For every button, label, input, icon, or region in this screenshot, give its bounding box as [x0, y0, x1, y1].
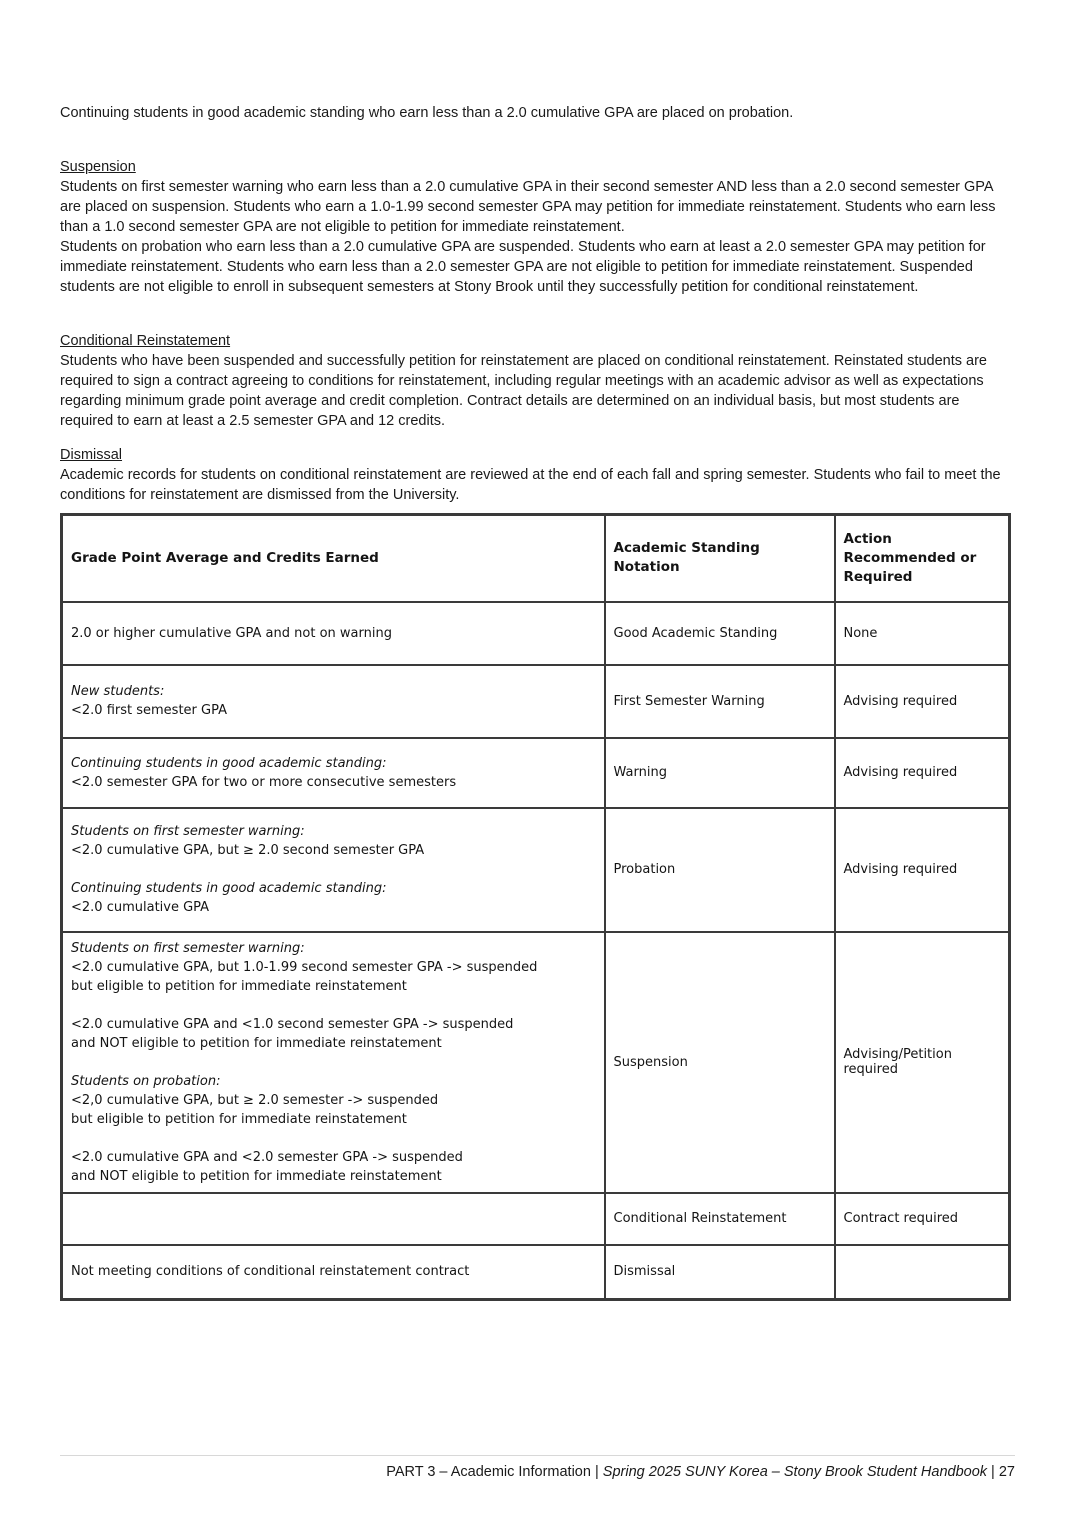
cell-line: Students on probation: [71, 1073, 221, 1089]
gpa-credits-cell [62, 1193, 605, 1245]
footer-separator: | [991, 1464, 995, 1480]
cell-line: Not meeting conditions of conditional reinstatement contract [71, 1264, 470, 1280]
cell-line: <2.0 cumulative GPA and <1.0 second semester GPA -> suspended [71, 1016, 514, 1032]
cell-line [71, 996, 596, 1015]
table-row [62, 1193, 1010, 1245]
footer-divider [60, 1455, 1015, 1456]
gpa-credits-cell [62, 1245, 605, 1300]
cell-line: <2.0 cumulative GPA, but ≥ 2.0 second semester GPA [71, 843, 425, 858]
cell-line [71, 1053, 596, 1072]
standing-notation-cell: Suspension [605, 932, 835, 1193]
action-cell: Advising/Petition required [835, 932, 1010, 1193]
section-heading-suspension: Suspension [60, 159, 136, 175]
cell-line: but eligible to petition for immediate reinstatement [71, 1111, 407, 1127]
gpa-credits-cell [62, 932, 605, 1193]
table-row [62, 1245, 1010, 1300]
standing-notation-cell: First Semester Warning [605, 665, 835, 738]
standing-notation-cell: Dismissal [605, 1245, 835, 1300]
table-row [62, 932, 1010, 1193]
section-heading-conditional-reinstatement: Conditional Reinstatement [60, 333, 231, 349]
gpa-credits-cell [62, 738, 605, 808]
cell-line: and NOT eligible to petition for immediate reinstatement [71, 1035, 442, 1051]
cell-line [71, 860, 596, 879]
cell-line: but eligible to petition for immediate reinstatement [71, 978, 407, 994]
paragraph: Students on probation who earn less than a 2.0 cumulative GPA are suspended. Students who earn at least a 2.0 semester GPA may petition for immediate reinstatement. Students who earn less than a 2.0 semester GPA are not eligible to petition for immediate reinstatement. Suspended students are not eligible to enroll in subsequent semesters at Stony Brook until they successfully petition for conditional reinstatement. [60, 239, 986, 295]
cell-line [71, 1129, 596, 1148]
table-row [62, 665, 1010, 738]
paragraph: Students on first semester warning who earn less than a 2.0 cumulative GPA in their second semester AND less than a 2.0 second semester GPA are placed on suspension. Students who earn a 1.0-1.99 second semester GPA may petition for immediate reinstatement. Students who earn less than a 1.0 second semester GPA are not eligible to petition for immediate reinstatement. [60, 179, 996, 235]
section-suspension [60, 157, 1016, 297]
table-row [62, 738, 1010, 808]
cell-line: <2.0 cumulative GPA [71, 900, 210, 915]
cell-line: Students on first semester warning: [71, 940, 305, 956]
action-cell: Advising required [835, 665, 1010, 738]
cell-line: Continuing students in good academic standing: [71, 755, 387, 771]
paragraph: Students who have been suspended and successfully petition for reinstatement are placed on conditional reinstatement. Reinstated students are required to sign a contract agreeing to conditions for reinstatement, including regular meetings with an academic advisor as well as expectations regarding minimum grade point average and credit completion. Contract details are determined on an individual basis, but most students are required to earn at least a 2.5 semester GPA and 12 credits. [60, 353, 987, 429]
action-cell: None [835, 602, 1010, 665]
header-action: Action Recommended or Required [835, 515, 1010, 602]
section-heading-dismissal: Dismissal [60, 447, 123, 463]
action-cell: Advising required [835, 738, 1010, 808]
cell-line: and NOT eligible to petition for immediate reinstatement [71, 1168, 442, 1184]
header-gpa-credits: Grade Point Average and Credits Earned [62, 515, 605, 602]
cell-line: Continuing students in good academic standing: [71, 881, 387, 896]
intro-paragraph: Continuing students in good academic standing who earn less than a 2.0 cumulative GPA are placed on probation. [60, 105, 794, 121]
action-cell [835, 1245, 1010, 1300]
header-standing-notation: Academic Standing Notation [605, 515, 835, 602]
page-footer [386, 1462, 1015, 1482]
paragraph: Academic records for students on conditional reinstatement are reviewed at the end of each fall and spring semester. Students who fail to meet the conditions for reinstatement are dismissed from the University. [60, 467, 1001, 503]
cell-line: New students: [71, 684, 165, 699]
section-dismissal [60, 445, 1016, 505]
footer-part-label: PART 3 – Academic Information [386, 1464, 591, 1480]
footer-handbook-label: Spring 2025 SUNY Korea – Stony Brook Student Handbook [602, 1464, 988, 1480]
footer-page-number: 27 [998, 1464, 1015, 1480]
standing-notation-cell: Warning [605, 738, 835, 808]
table-row [62, 602, 1010, 665]
cell-line: 2.0 or higher cumulative GPA and not on warning [71, 625, 392, 641]
gpa-credits-cell [62, 602, 605, 665]
academic-standing-table [60, 513, 1011, 1301]
cell-line: <2.0 cumulative GPA and <2.0 semester GPA -> suspended [71, 1149, 463, 1165]
cell-line: <2,0 cumulative GPA, but ≥ 2.0 semester -> suspended [71, 1092, 439, 1108]
cell-line: <2.0 cumulative GPA, but 1.0-1.99 second semester GPA -> suspended [71, 959, 538, 975]
action-cell: Contract required [835, 1193, 1010, 1245]
cell-line: <2.0 semester GPA for two or more consecutive semesters [71, 774, 457, 790]
cell-line: Students on first semester warning: [71, 824, 305, 839]
table-body [62, 602, 1010, 1300]
gpa-credits-cell [62, 665, 605, 738]
footer-separator: | [594, 1464, 599, 1480]
section-conditional-reinstatement [60, 331, 1016, 431]
page-content [60, 103, 1016, 1301]
gpa-credits-cell [62, 808, 605, 932]
table-row [62, 808, 1010, 932]
table-header-row [62, 515, 1010, 602]
standing-notation-cell: Conditional Reinstatement [605, 1193, 835, 1245]
standing-notation-cell: Probation [605, 808, 835, 932]
cell-line: <2.0 first semester GPA [71, 703, 227, 718]
action-cell: Advising required [835, 808, 1010, 932]
standing-notation-cell: Good Academic Standing [605, 602, 835, 665]
